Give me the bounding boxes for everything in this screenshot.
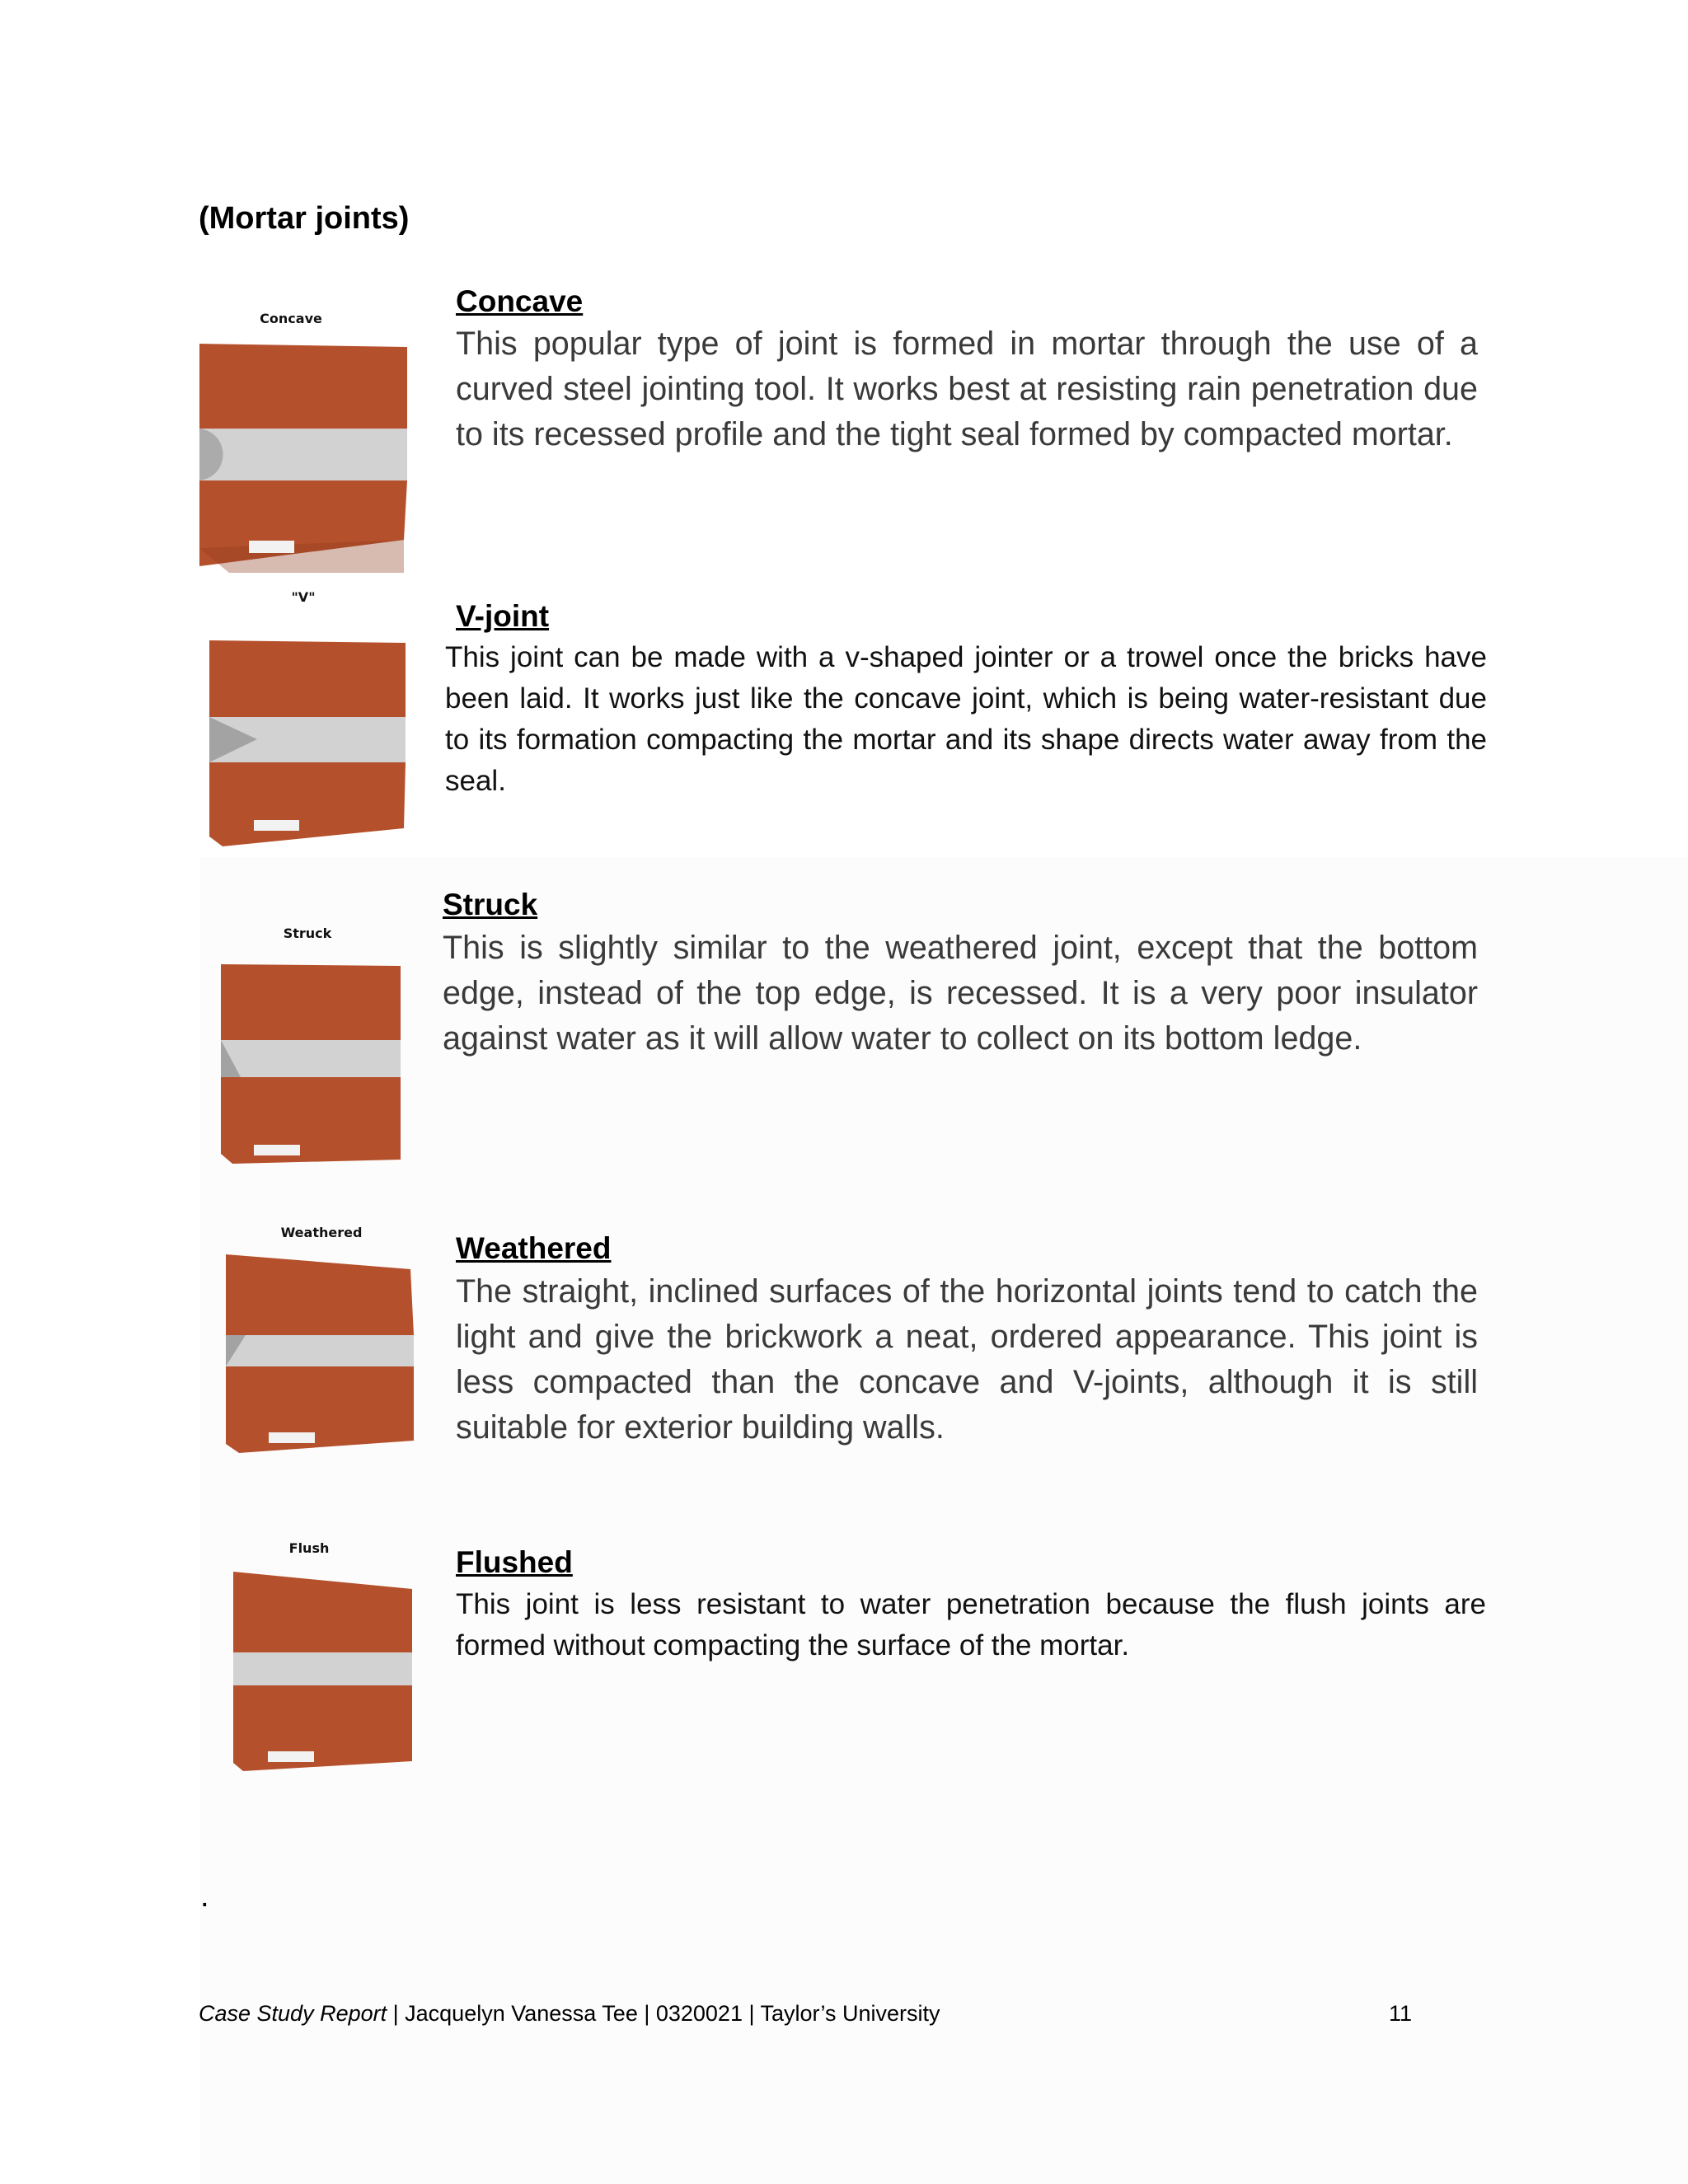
figure-label: Flush (288, 1540, 330, 1556)
joint-heading-v-joint: V-joint (456, 599, 550, 633)
joint-description-v-joint: This joint can be made with a v-shaped jointer or a trowel once the bricks have been laid. It works just like the concave joint, which is being water-resistant due to its formation compacting the mortar and its shape directs water away from the seal. (445, 641, 1487, 797)
page-footer (199, 2001, 940, 2027)
page-number: 11 (1389, 2001, 1413, 2026)
joint-heading-flushed: Flushed (456, 1545, 573, 1579)
joint-description-weathered: The straight, inclined surfaces of the horizontal joints tend to catch the light and give the brickwork a neat, ordered appearance. This joint is less compacted than the concave and V-joints, although it is still suitable for exterior building walls. (456, 1273, 1478, 1446)
footer-details: | Jacquelyn Vanessa Tee | 0320021 | Taylor’s University (387, 2001, 940, 2026)
joint-description-concave: This popular type of joint is formed in mortar through the use of a curved steel jointing tool. It works best at resisting rain penetration due to its recessed profile and the tight seal formed by compacted mortar. (456, 326, 1478, 452)
joint-heading-concave: Concave (456, 284, 584, 318)
section-title: (Mortar joints) (199, 201, 410, 236)
trailing-period: . (200, 1879, 209, 1914)
v-joint-illustration (206, 581, 429, 853)
joint-description-flushed: This joint is less resistant to water penetration because the flush joints are formed without compacting the surface of the mortar. (456, 1588, 1486, 1661)
struck-joint-illustration (216, 916, 438, 1188)
figure-label: Weathered (280, 1225, 363, 1240)
joint-heading-struck: Struck (443, 888, 538, 921)
figure-label: Concave (260, 311, 322, 326)
flush-joint-illustration (227, 1537, 449, 1809)
figure-label: "V" (291, 589, 316, 605)
joint-heading-weathered: Weathered (456, 1231, 612, 1265)
footer-document-type: Case Study Report (199, 2001, 387, 2026)
figure-label: Struck (283, 926, 332, 941)
weathered-joint-illustration (223, 1220, 445, 1492)
concave-joint-illustration (196, 301, 419, 573)
joint-description-struck: This is slightly similar to the weathered joint, except that the bottom edge, instead of the top edge, is recessed. It is a very poor insulator against water as it will allow water to collect on its bottom ledge. (443, 930, 1478, 1057)
